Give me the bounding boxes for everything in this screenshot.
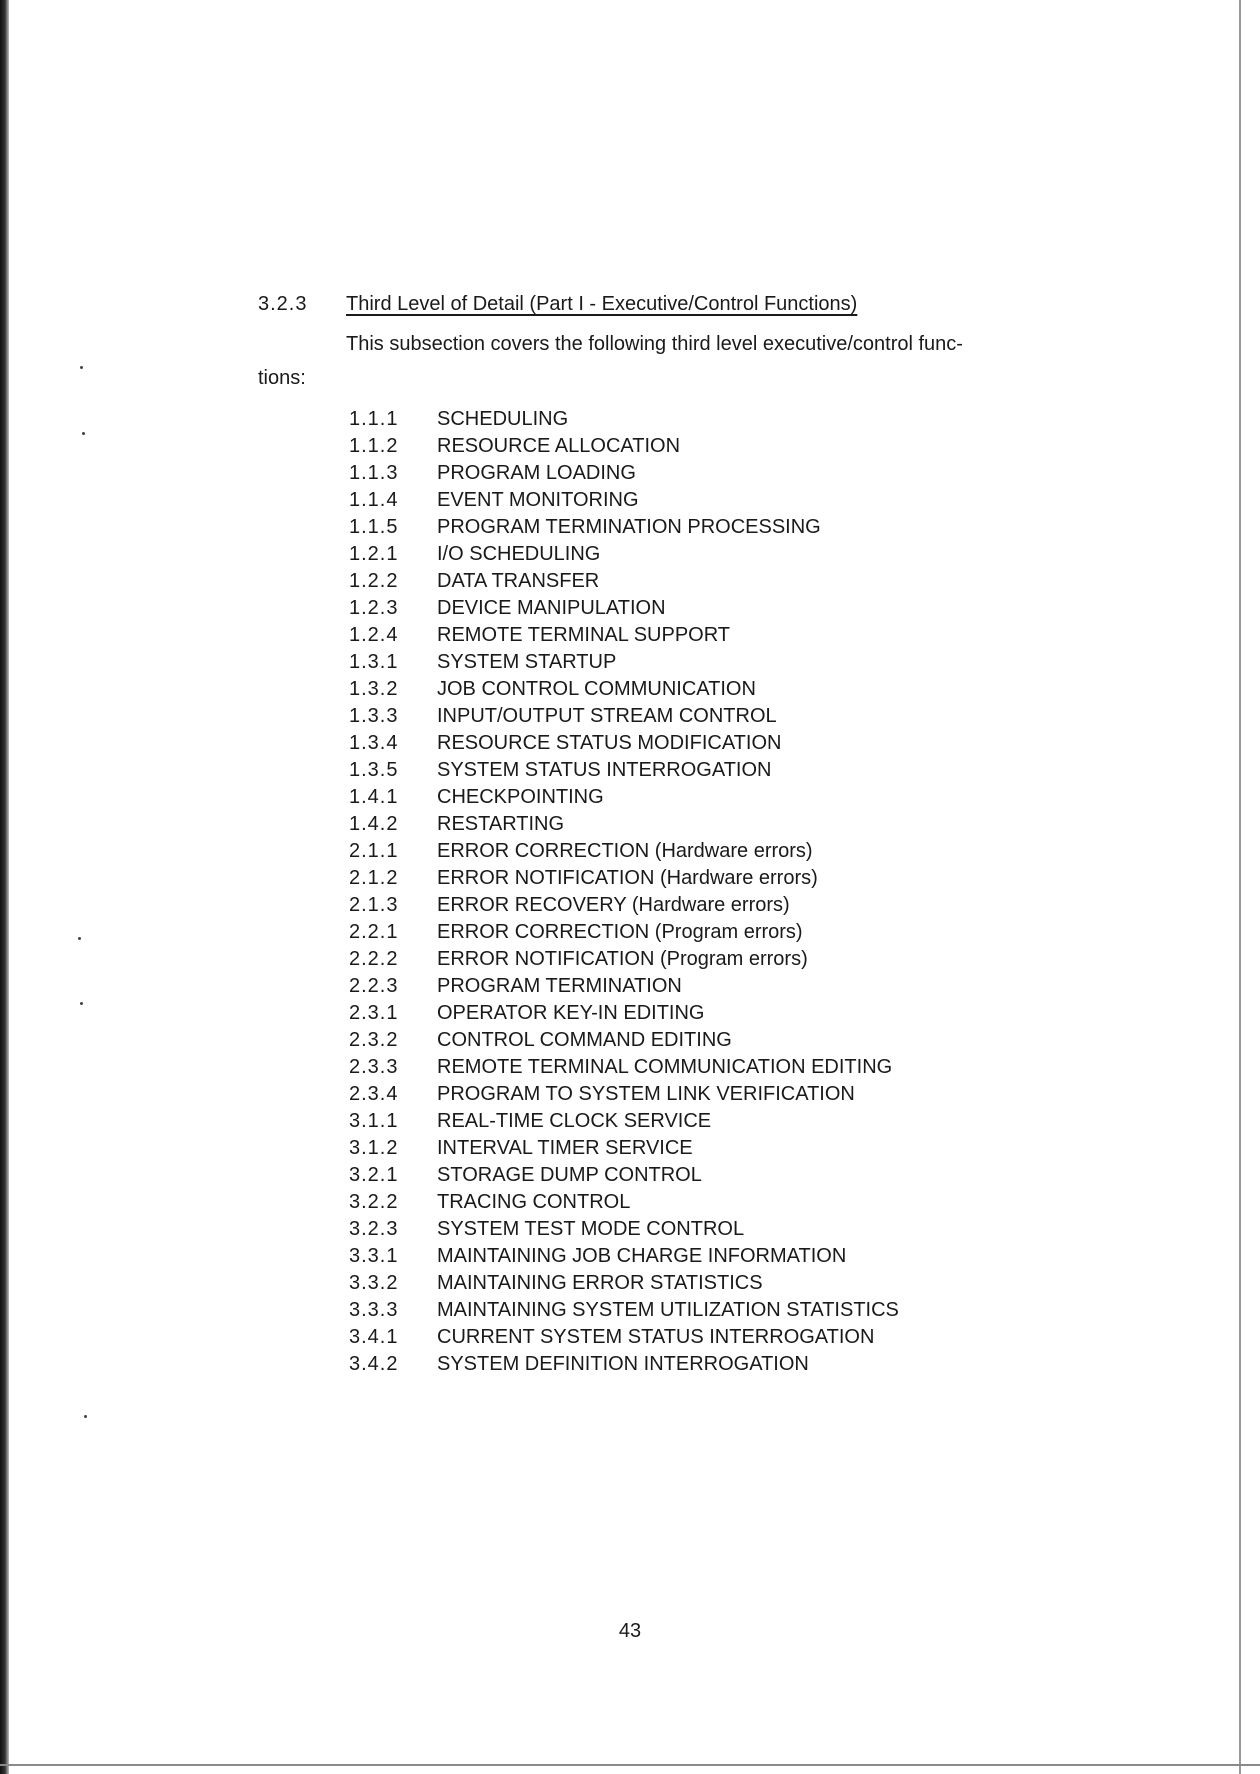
function-title: CONTROL COMMAND EDITING bbox=[437, 1029, 732, 1051]
function-title: INTERVAL TIMER SERVICE bbox=[437, 1137, 693, 1159]
function-number: 1.1.4 bbox=[349, 489, 399, 511]
function-title: ERROR NOTIFICATION (Program errors) bbox=[437, 948, 808, 970]
function-title: MAINTAINING ERROR STATISTICS bbox=[437, 1272, 763, 1294]
function-title: MAINTAINING SYSTEM UTILIZATION STATISTICS bbox=[437, 1299, 899, 1321]
function-number: 3.4.1 bbox=[349, 1326, 399, 1348]
function-list-item bbox=[349, 1243, 1069, 1270]
function-title: DEVICE MANIPULATION bbox=[437, 597, 666, 619]
intro-paragraph: This subsection covers the following third level executive/control func- bbox=[346, 333, 963, 355]
function-number: 1.1.1 bbox=[349, 408, 399, 430]
function-list-item bbox=[349, 703, 1069, 730]
scan-speck bbox=[80, 366, 83, 369]
function-list-item bbox=[349, 1297, 1069, 1324]
function-number: 1.2.4 bbox=[349, 624, 399, 646]
function-list-item bbox=[349, 406, 1069, 433]
function-title: JOB CONTROL COMMUNICATION bbox=[437, 678, 756, 700]
function-number: 2.3.3 bbox=[349, 1056, 399, 1078]
function-list-item bbox=[349, 1351, 1069, 1378]
function-list-item bbox=[349, 1162, 1069, 1189]
function-list-item bbox=[349, 730, 1069, 757]
function-number: 3.4.2 bbox=[349, 1353, 399, 1375]
function-list-item bbox=[349, 811, 1069, 838]
function-title: CURRENT SYSTEM STATUS INTERROGATION bbox=[437, 1326, 875, 1348]
function-number: 1.2.1 bbox=[349, 543, 399, 565]
section-number: 3.2.3 bbox=[258, 293, 308, 315]
function-title: SYSTEM STATUS INTERROGATION bbox=[437, 759, 772, 781]
scan-speck bbox=[82, 432, 85, 435]
function-title: ERROR CORRECTION (Hardware errors) bbox=[437, 840, 813, 862]
function-number: 1.1.3 bbox=[349, 462, 399, 484]
section-heading bbox=[258, 293, 958, 316]
function-list-item bbox=[349, 1324, 1069, 1351]
function-list-item bbox=[349, 433, 1069, 460]
function-title: MAINTAINING JOB CHARGE INFORMATION bbox=[437, 1245, 847, 1267]
function-list-item bbox=[349, 1027, 1069, 1054]
function-list-item bbox=[349, 676, 1069, 703]
function-list-item bbox=[349, 892, 1069, 919]
function-list-item bbox=[349, 649, 1069, 676]
page-number: 43 bbox=[618, 1620, 642, 1642]
function-title: RESTARTING bbox=[437, 813, 565, 835]
intro-paragraph-continuation: tions: bbox=[258, 367, 306, 389]
function-title: RESOURCE ALLOCATION bbox=[437, 435, 681, 457]
function-list-item bbox=[349, 838, 1069, 865]
function-title: OPERATOR KEY-IN EDITING bbox=[437, 1002, 705, 1024]
function-number: 3.1.2 bbox=[349, 1137, 399, 1159]
function-number: 3.3.3 bbox=[349, 1299, 399, 1321]
function-list-item bbox=[349, 622, 1069, 649]
function-number: 2.3.2 bbox=[349, 1029, 399, 1051]
function-number: 1.3.4 bbox=[349, 732, 399, 754]
function-number: 3.1.1 bbox=[349, 1110, 399, 1132]
function-number: 2.3.1 bbox=[349, 1002, 399, 1024]
function-number: 1.4.1 bbox=[349, 786, 399, 808]
function-list-item bbox=[349, 1054, 1069, 1081]
function-number: 2.2.3 bbox=[349, 975, 399, 997]
function-title: SCHEDULING bbox=[437, 408, 569, 430]
function-title: STORAGE DUMP CONTROL bbox=[437, 1164, 702, 1186]
function-number: 2.1.2 bbox=[349, 867, 399, 889]
function-list-item bbox=[349, 460, 1069, 487]
function-list-item bbox=[349, 1216, 1069, 1243]
function-number: 2.3.4 bbox=[349, 1083, 399, 1105]
function-title: PROGRAM TERMINATION PROCESSING bbox=[437, 516, 821, 538]
function-list-item bbox=[349, 973, 1069, 1000]
function-number: 1.2.3 bbox=[349, 597, 399, 619]
function-list-item bbox=[349, 946, 1069, 973]
function-title: DATA TRANSFER bbox=[437, 570, 600, 592]
function-number: 3.3.2 bbox=[349, 1272, 399, 1294]
function-number: 1.4.2 bbox=[349, 813, 399, 835]
section-title: Third Level of Detail (Part I - Executive/Control Functions) bbox=[346, 293, 858, 315]
function-title: PROGRAM LOADING bbox=[437, 462, 636, 484]
function-list-item bbox=[349, 919, 1069, 946]
function-list-item bbox=[349, 1189, 1069, 1216]
function-list-item bbox=[349, 757, 1069, 784]
function-list-item bbox=[349, 1000, 1069, 1027]
function-title: EVENT MONITORING bbox=[437, 489, 639, 511]
function-number: 1.3.2 bbox=[349, 678, 399, 700]
function-title: PROGRAM TERMINATION bbox=[437, 975, 682, 997]
function-number: 2.2.1 bbox=[349, 921, 399, 943]
scan-speck bbox=[84, 1415, 87, 1418]
function-title: ERROR CORRECTION (Program errors) bbox=[437, 921, 803, 943]
function-title: CHECKPOINTING bbox=[437, 786, 604, 808]
function-list-item bbox=[349, 1081, 1069, 1108]
function-number: 1.2.2 bbox=[349, 570, 399, 592]
scan-edge-bottom bbox=[0, 1764, 1260, 1766]
function-title: ERROR RECOVERY (Hardware errors) bbox=[437, 894, 790, 916]
function-title: REMOTE TERMINAL COMMUNICATION EDITING bbox=[437, 1056, 893, 1078]
function-title: ERROR NOTIFICATION (Hardware errors) bbox=[437, 867, 818, 889]
function-title: REMOTE TERMINAL SUPPORT bbox=[437, 624, 731, 646]
function-list-item bbox=[349, 487, 1069, 514]
scan-edge-left bbox=[0, 0, 9, 1774]
function-title: SYSTEM TEST MODE CONTROL bbox=[437, 1218, 745, 1240]
scan-edge-right bbox=[1239, 0, 1241, 1774]
function-title: INPUT/OUTPUT STREAM CONTROL bbox=[437, 705, 777, 727]
function-number: 1.3.1 bbox=[349, 651, 399, 673]
function-number: 3.2.2 bbox=[349, 1191, 399, 1213]
function-list-item bbox=[349, 1108, 1069, 1135]
function-list-item bbox=[349, 568, 1069, 595]
function-list-item bbox=[349, 784, 1069, 811]
function-list-item bbox=[349, 541, 1069, 568]
scan-speck bbox=[78, 937, 81, 940]
function-number: 1.1.2 bbox=[349, 435, 399, 457]
function-title: TRACING CONTROL bbox=[437, 1191, 631, 1213]
function-number: 2.1.1 bbox=[349, 840, 399, 862]
function-number: 3.2.1 bbox=[349, 1164, 399, 1186]
function-title: SYSTEM DEFINITION INTERROGATION bbox=[437, 1353, 809, 1375]
function-number: 1.1.5 bbox=[349, 516, 399, 538]
function-list-item bbox=[349, 865, 1069, 892]
function-title: RESOURCE STATUS MODIFICATION bbox=[437, 732, 782, 754]
function-list-item bbox=[349, 595, 1069, 622]
function-title: REAL-TIME CLOCK SERVICE bbox=[437, 1110, 712, 1132]
function-title: I/O SCHEDULING bbox=[437, 543, 601, 565]
function-list-item bbox=[349, 1270, 1069, 1297]
function-number: 2.1.3 bbox=[349, 894, 399, 916]
function-title: PROGRAM TO SYSTEM LINK VERIFICATION bbox=[437, 1083, 855, 1105]
function-number: 2.2.2 bbox=[349, 948, 399, 970]
function-number: 1.3.3 bbox=[349, 705, 399, 727]
function-title: SYSTEM STARTUP bbox=[437, 651, 617, 673]
function-list-item bbox=[349, 514, 1069, 541]
function-number: 1.3.5 bbox=[349, 759, 399, 781]
function-list bbox=[349, 406, 1069, 1378]
scan-speck bbox=[80, 1002, 83, 1005]
function-number: 3.2.3 bbox=[349, 1218, 399, 1240]
function-list-item bbox=[349, 1135, 1069, 1162]
function-number: 3.3.1 bbox=[349, 1245, 399, 1267]
